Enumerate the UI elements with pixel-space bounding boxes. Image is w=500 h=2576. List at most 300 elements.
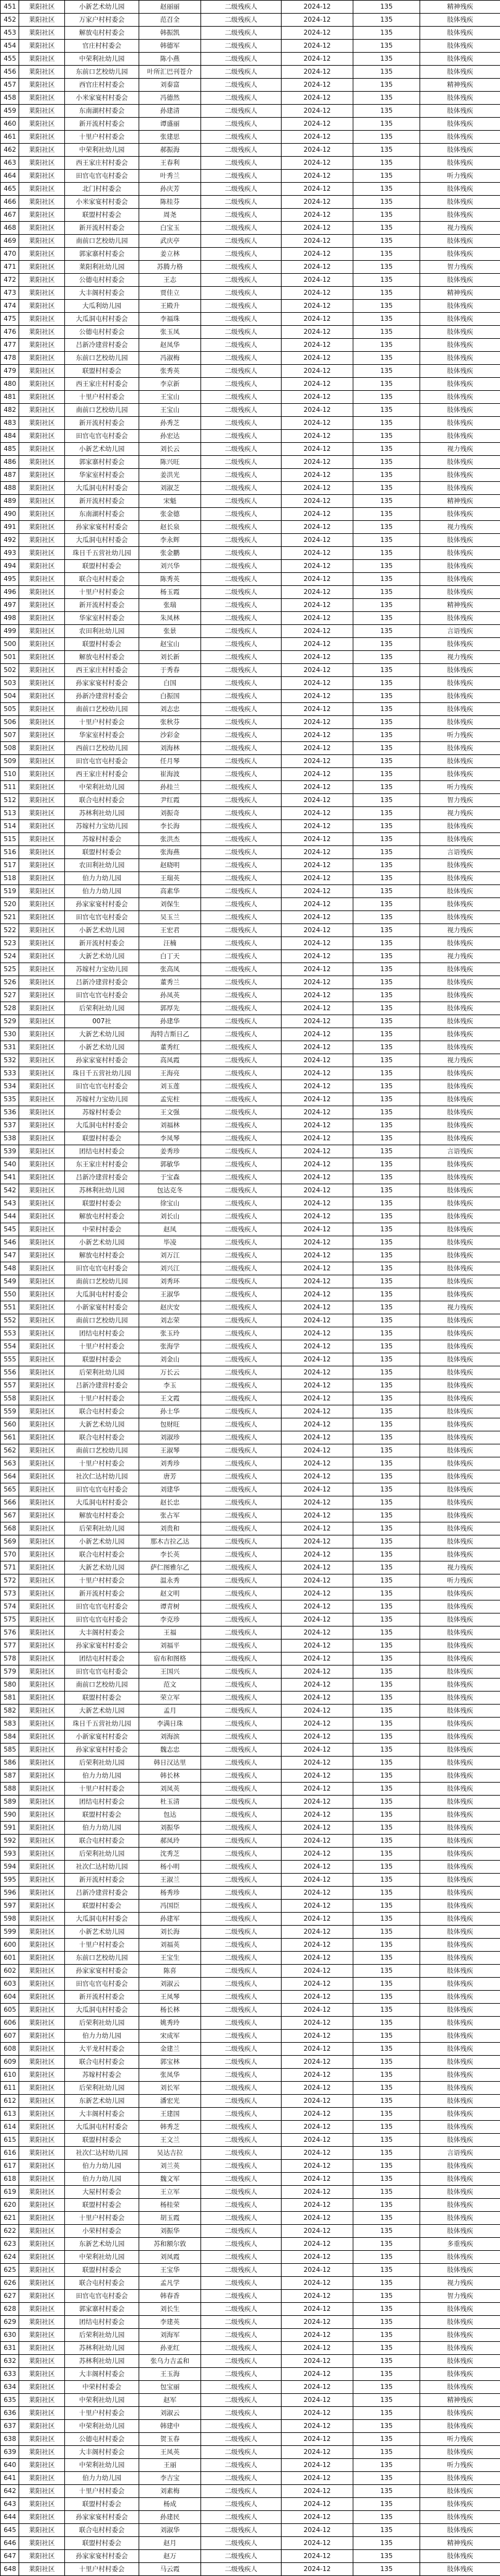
table-row [1, 586, 500, 599]
cell-disability-type: 肢体残疾 [420, 1626, 500, 1639]
table-row [1, 1535, 500, 1548]
cell-person-name: 刘长海 [139, 1926, 201, 1939]
cell-community: 莱阳社区 [19, 2069, 65, 2082]
cell-amount: 135 [353, 2121, 420, 2134]
cell-row-number: 528 [1, 1002, 19, 1015]
table-row [1, 404, 500, 417]
cell-person-name: 姜洪光 [139, 469, 201, 482]
cell-amount: 135 [353, 898, 420, 911]
cell-amount: 135 [353, 2355, 420, 2368]
cell-person-name: 陈小燕 [139, 53, 201, 66]
cell-disability-grade: 二级残疾人 [201, 1744, 282, 1757]
cell-amount: 135 [353, 443, 420, 456]
cell-amount: 135 [353, 1236, 420, 1249]
cell-person-name: 孙士华 [139, 1405, 201, 1418]
cell-person-name: 孟凡学 [139, 2277, 201, 2290]
cell-community: 莱阳社区 [19, 274, 65, 287]
cell-row-number: 472 [1, 274, 19, 287]
cell-amount: 135 [353, 430, 420, 443]
cell-village-committee: 小米家宴村村委会 [65, 196, 139, 209]
cell-village-committee: 大瓜洞屯村村委会 [65, 1496, 139, 1509]
cell-village-committee: 华家室村村委会 [65, 729, 139, 742]
cell-person-name: 王文兰 [139, 2134, 201, 2147]
cell-disability-type: 肢体残疾 [420, 1991, 500, 2004]
cell-village-committee: 南前口艺校幼儿园 [65, 703, 139, 716]
table-row [1, 1210, 500, 1223]
table-row [1, 521, 500, 534]
cell-community: 莱阳社区 [19, 1626, 65, 1639]
cell-village-committee: 中荣利社幼儿园 [65, 2420, 139, 2433]
cell-disability-type: 肢体残疾 [420, 2550, 500, 2563]
cell-disability-type: 肢体残疾 [420, 859, 500, 872]
cell-person-name: 张凤华 [139, 2069, 201, 2082]
cell-period: 2024-12 [282, 2082, 353, 2095]
cell-disability-type: 听力残疾 [420, 729, 500, 742]
cell-disability-type: 肢体残疾 [420, 1288, 500, 1301]
table-row [1, 2368, 500, 2381]
cell-community: 莱阳社区 [19, 2199, 65, 2212]
cell-disability-grade: 二级残疾人 [201, 1900, 282, 1913]
table-row [1, 2147, 500, 2160]
cell-person-name: 王宝生 [139, 1952, 201, 1965]
cell-community: 莱阳社区 [19, 1015, 65, 1028]
cell-person-name: 刘秀珍 [139, 1457, 201, 1470]
cell-row-number: 573 [1, 1587, 19, 1600]
cell-period: 2024-12 [282, 352, 353, 365]
cell-row-number: 594 [1, 1861, 19, 1874]
cell-disability-grade: 二级残疾人 [201, 872, 282, 885]
cell-person-name: 包宝丽 [139, 2381, 201, 2394]
cell-village-committee: 珠日千五营社幼儿园 [65, 1067, 139, 1080]
cell-disability-type: 肢体残疾 [420, 898, 500, 911]
cell-person-name: 于秀春 [139, 664, 201, 677]
cell-disability-grade: 二级残疾人 [201, 794, 282, 807]
cell-amount: 135 [353, 1, 420, 14]
cell-person-name: 范召全 [139, 14, 201, 27]
cell-disability-type: 肢体残疾 [420, 1757, 500, 1770]
table-row [1, 287, 500, 300]
table-row [1, 1223, 500, 1236]
cell-row-number: 610 [1, 2069, 19, 2082]
cell-amount: 135 [353, 768, 420, 781]
cell-community: 莱阳社区 [19, 534, 65, 547]
cell-row-number: 611 [1, 2082, 19, 2095]
cell-community: 莱阳社区 [19, 1002, 65, 1015]
cell-village-committee: 苏嫁村力宝幼儿园 [65, 1093, 139, 1106]
table-row [1, 1353, 500, 1366]
cell-amount: 135 [353, 1692, 420, 1705]
cell-disability-type: 肢体残疾 [420, 1080, 500, 1093]
table-row [1, 690, 500, 703]
cell-community: 莱阳社区 [19, 1470, 65, 1483]
cell-row-number: 580 [1, 1679, 19, 1692]
cell-disability-grade: 二级残疾人 [201, 2134, 282, 2147]
cell-disability-grade: 二级残疾人 [201, 1, 282, 14]
cell-person-name: 孙建民 [139, 2511, 201, 2524]
cell-village-committee: 007社 [65, 1015, 139, 1028]
table-row [1, 976, 500, 989]
cell-person-name: 周尧 [139, 209, 201, 222]
cell-disability-type: 肢体残疾 [420, 547, 500, 560]
cell-disability-type: 肢体残疾 [420, 274, 500, 287]
cell-person-name: 叶秀兰 [139, 170, 201, 183]
cell-person-name: 包达 [139, 1809, 201, 1822]
cell-disability-grade: 二级残疾人 [201, 1275, 282, 1288]
cell-community: 莱阳社区 [19, 1822, 65, 1835]
cell-village-committee: 中荣利社幼儿园 [65, 781, 139, 794]
cell-community: 莱阳社区 [19, 79, 65, 92]
cell-village-committee: 大丰阁村村委会 [65, 287, 139, 300]
cell-row-number: 460 [1, 118, 19, 131]
cell-period: 2024-12 [282, 1483, 353, 1496]
cell-community: 莱阳社区 [19, 313, 65, 326]
cell-row-number: 481 [1, 391, 19, 404]
cell-amount: 135 [353, 2316, 420, 2329]
table-row [1, 1236, 500, 1249]
cell-row-number: 576 [1, 1626, 19, 1639]
cell-village-committee: 十里户村村委会 [65, 1574, 139, 1587]
cell-disability-type: 肢体残疾 [420, 1639, 500, 1653]
cell-amount: 135 [353, 2342, 420, 2355]
cell-community: 莱阳社区 [19, 1679, 65, 1692]
cell-row-number: 488 [1, 482, 19, 495]
cell-person-name: 万长云 [139, 1366, 201, 1379]
cell-community: 莱阳社区 [19, 1249, 65, 1262]
cell-period: 2024-12 [282, 1353, 353, 1366]
cell-period: 2024-12 [282, 1574, 353, 1587]
cell-community: 莱阳社区 [19, 1327, 65, 1340]
cell-disability-type: 肢体残疾 [420, 1939, 500, 1952]
table-row [1, 651, 500, 664]
cell-village-committee: 公德屯村村委会 [65, 326, 139, 339]
cell-disability-grade: 二级残疾人 [201, 1939, 282, 1952]
cell-community: 莱阳社区 [19, 2186, 65, 2199]
cell-amount: 135 [353, 2251, 420, 2264]
cell-period: 2024-12 [282, 651, 353, 664]
table-row [1, 963, 500, 976]
cell-amount: 135 [353, 690, 420, 703]
cell-community: 莱阳社区 [19, 729, 65, 742]
cell-disability-type: 言语残疾 [420, 846, 500, 859]
cell-disability-type: 肢体残疾 [420, 1262, 500, 1275]
cell-period: 2024-12 [282, 196, 353, 209]
cell-village-committee: 孙家家宴村村委会 [65, 898, 139, 911]
cell-disability-type: 肢体残疾 [420, 716, 500, 729]
cell-community: 莱阳社区 [19, 2459, 65, 2472]
cell-disability-type: 肢体残疾 [420, 989, 500, 1002]
cell-disability-grade: 二级残疾人 [201, 378, 282, 391]
table-row [1, 1457, 500, 1470]
cell-disability-grade: 二级残疾人 [201, 924, 282, 937]
table-row [1, 2498, 500, 2511]
cell-period: 2024-12 [282, 560, 353, 573]
cell-person-name: 崔海波 [139, 768, 201, 781]
cell-row-number: 471 [1, 261, 19, 274]
cell-disability-grade: 二级残疾人 [201, 261, 282, 274]
cell-period: 2024-12 [282, 170, 353, 183]
cell-village-committee: 孙家家宴村村委会 [65, 677, 139, 690]
cell-row-number: 551 [1, 1301, 19, 1314]
table-row [1, 1705, 500, 1718]
cell-disability-grade: 二级残疾人 [201, 573, 282, 586]
cell-village-committee: 新开流村村委会 [65, 222, 139, 235]
cell-row-number: 463 [1, 157, 19, 170]
cell-community: 莱阳社区 [19, 2251, 65, 2264]
cell-community: 莱阳社区 [19, 2394, 65, 2407]
cell-person-name: 刘海军 [139, 2329, 201, 2342]
cell-disability-type: 肢体残疾 [420, 1041, 500, 1054]
cell-disability-grade: 二级残疾人 [201, 1353, 282, 1366]
cell-row-number: 476 [1, 326, 19, 339]
cell-community: 莱阳社区 [19, 1731, 65, 1744]
cell-person-name: 韩日汉达里 [139, 1757, 201, 1770]
cell-community: 莱阳社区 [19, 2537, 65, 2550]
cell-person-name: 李克珍 [139, 1613, 201, 1626]
cell-period: 2024-12 [282, 2420, 353, 2433]
cell-disability-type: 肢体残疾 [420, 833, 500, 846]
cell-village-committee: 苏嫁村村委会 [65, 833, 139, 846]
cell-period: 2024-12 [282, 1041, 353, 1054]
cell-community: 莱阳社区 [19, 456, 65, 469]
cell-village-committee: 小新家宴村村委会 [65, 1731, 139, 1744]
cell-community: 莱阳社区 [19, 2134, 65, 2147]
cell-village-committee: 大丰阁村村委会 [65, 2368, 139, 2381]
cell-community: 莱阳社区 [19, 365, 65, 378]
cell-village-committee: 中荣村村委会 [65, 1223, 139, 1236]
cell-village-committee: 西王家庄村村委会 [65, 378, 139, 391]
cell-amount: 135 [353, 1002, 420, 1015]
cell-person-name: 王宝山 [139, 404, 201, 417]
cell-village-committee: 东前口艺校幼儿园 [65, 66, 139, 79]
cell-period: 2024-12 [282, 768, 353, 781]
cell-village-committee: 伯力力幼儿园 [65, 2160, 139, 2173]
cell-community: 莱阳社区 [19, 703, 65, 716]
cell-amount: 135 [353, 1249, 420, 1262]
cell-period: 2024-12 [282, 144, 353, 157]
cell-person-name: 王宝华 [139, 2264, 201, 2277]
cell-person-name: 刘玉莲 [139, 1080, 201, 1093]
cell-village-committee: 社次仁达村幼儿园 [65, 1861, 139, 1874]
cell-amount: 135 [353, 1770, 420, 1783]
cell-community: 莱阳社区 [19, 677, 65, 690]
cell-community: 莱阳社区 [19, 2121, 65, 2134]
cell-person-name: 叶所汇巴刊苍介 [139, 66, 201, 79]
cell-disability-grade: 二级残疾人 [201, 1158, 282, 1171]
cell-person-name: 韩长林 [139, 1770, 201, 1783]
cell-period: 2024-12 [282, 820, 353, 833]
cell-period: 2024-12 [282, 235, 353, 248]
cell-row-number: 473 [1, 287, 19, 300]
cell-disability-grade: 二级残疾人 [201, 521, 282, 534]
cell-disability-type: 肢体残疾 [420, 872, 500, 885]
cell-village-committee: 伯力力幼儿园 [65, 1770, 139, 1783]
cell-village-committee: 十里户村村委会 [65, 131, 139, 144]
cell-disability-type: 肢体残疾 [420, 313, 500, 326]
cell-person-name: 李长海 [139, 820, 201, 833]
cell-person-name: 刘万江 [139, 1249, 201, 1262]
cell-person-name: 杨玉霞 [139, 586, 201, 599]
cell-amount: 135 [353, 1158, 420, 1171]
cell-disability-type: 肢体残疾 [420, 2316, 500, 2329]
cell-disability-type: 视力残疾 [420, 651, 500, 664]
cell-person-name: 韩春香 [139, 2290, 201, 2303]
cell-amount: 135 [353, 1991, 420, 2004]
cell-row-number: 544 [1, 1210, 19, 1223]
cell-community: 莱阳社区 [19, 612, 65, 625]
table-row [1, 183, 500, 196]
cell-amount: 135 [353, 2394, 420, 2407]
cell-community: 莱阳社区 [19, 2004, 65, 2017]
cell-person-name: 宋成军 [139, 2030, 201, 2043]
cell-amount: 135 [353, 1535, 420, 1548]
cell-disability-type: 肢体残疾 [420, 2004, 500, 2017]
cell-disability-type: 视力残疾 [420, 2277, 500, 2290]
cell-row-number: 514 [1, 820, 19, 833]
table-row [1, 534, 500, 547]
cell-village-committee: 小新艺术幼儿园 [65, 443, 139, 456]
cell-community: 莱阳社区 [19, 495, 65, 508]
cell-row-number: 604 [1, 1991, 19, 2004]
cell-amount: 135 [353, 14, 420, 27]
cell-amount: 135 [353, 2173, 420, 2186]
cell-person-name: 李长英 [139, 1548, 201, 1561]
cell-disability-grade: 二级残疾人 [201, 2537, 282, 2550]
cell-person-name: 张海燕 [139, 846, 201, 859]
cell-community: 莱阳社区 [19, 2082, 65, 2095]
cell-row-number: 525 [1, 963, 19, 976]
cell-amount: 135 [353, 1783, 420, 1796]
cell-period: 2024-12 [282, 1978, 353, 1991]
cell-village-committee: 南前口艺校幼儿园 [65, 1444, 139, 1457]
cell-person-name: 赵凤 [139, 1223, 201, 1236]
cell-disability-grade: 二级残疾人 [201, 1705, 282, 1718]
cell-disability-grade: 二级残疾人 [201, 79, 282, 92]
cell-amount: 135 [353, 1731, 420, 1744]
cell-person-name: 刘兴华 [139, 560, 201, 573]
cell-period: 2024-12 [282, 924, 353, 937]
cell-disability-grade: 二级残疾人 [201, 2459, 282, 2472]
cell-disability-grade: 二级残疾人 [201, 1041, 282, 1054]
cell-amount: 135 [353, 2446, 420, 2459]
cell-disability-type: 视力残疾 [420, 950, 500, 963]
cell-disability-grade: 二级残疾人 [201, 430, 282, 443]
cell-disability-grade: 二级残疾人 [201, 1431, 282, 1444]
table-row [1, 1874, 500, 1887]
cell-person-name: 徐宝山 [139, 1197, 201, 1210]
cell-amount: 135 [353, 1119, 420, 1132]
cell-period: 2024-12 [282, 2251, 353, 2264]
cell-person-name: 赵万 [139, 2550, 201, 2563]
table-row [1, 1600, 500, 1613]
cell-village-committee: 大新艺术幼儿园 [65, 950, 139, 963]
cell-person-name: 王海亮 [139, 1067, 201, 1080]
cell-community: 莱阳社区 [19, 833, 65, 846]
cell-community: 莱阳社区 [19, 1653, 65, 1666]
cell-village-committee: 团结屯村村委会 [65, 2316, 139, 2329]
cell-row-number: 554 [1, 1340, 19, 1353]
cell-row-number: 638 [1, 2433, 19, 2446]
cell-row-number: 642 [1, 2485, 19, 2498]
cell-person-name: 沙彩金 [139, 729, 201, 742]
table-row [1, 209, 500, 222]
cell-row-number: 631 [1, 2342, 19, 2355]
cell-disability-type: 肢体残疾 [420, 2043, 500, 2056]
cell-period: 2024-12 [282, 2524, 353, 2537]
table-row [1, 703, 500, 716]
cell-disability-grade: 二级残疾人 [201, 2147, 282, 2160]
table-row [1, 1679, 500, 1692]
cell-disability-type: 肢体残疾 [420, 1249, 500, 1262]
cell-person-name: 刘福林 [139, 1119, 201, 1132]
cell-amount: 135 [353, 716, 420, 729]
cell-disability-grade: 二级残疾人 [201, 1236, 282, 1249]
cell-row-number: 618 [1, 2173, 19, 2186]
cell-community: 莱阳社区 [19, 2277, 65, 2290]
cell-person-name: 刘振华 [139, 2225, 201, 2238]
table-row [1, 1002, 500, 1015]
cell-period: 2024-12 [282, 2004, 353, 2017]
cell-person-name: 刘素梅 [139, 2485, 201, 2498]
cell-disability-type: 肢体残疾 [420, 1809, 500, 1822]
table-row [1, 1913, 500, 1926]
cell-row-number: 646 [1, 2537, 19, 2550]
cell-community: 莱阳社区 [19, 1965, 65, 1978]
cell-person-name: 宿布和图格 [139, 1653, 201, 1666]
table-row [1, 1314, 500, 1327]
cell-period: 2024-12 [282, 326, 353, 339]
cell-village-committee: 吕新冷建营村委会 [65, 1379, 139, 1392]
cell-disability-grade: 二级残疾人 [201, 1822, 282, 1835]
table-row [1, 664, 500, 677]
cell-row-number: 466 [1, 196, 19, 209]
cell-community: 莱阳社区 [19, 1770, 65, 1783]
cell-disability-grade: 二级残疾人 [201, 2316, 282, 2329]
table-row [1, 2212, 500, 2225]
cell-disability-grade: 二级残疾人 [201, 1653, 282, 1666]
cell-amount: 135 [353, 1509, 420, 1522]
cell-disability-type: 肢体残疾 [420, 573, 500, 586]
cell-amount: 135 [353, 118, 420, 131]
cell-amount: 135 [353, 1574, 420, 1587]
cell-community: 莱阳社区 [19, 14, 65, 27]
cell-person-name: 王春利 [139, 157, 201, 170]
cell-disability-type: 肢体残疾 [420, 1015, 500, 1028]
cell-amount: 135 [353, 534, 420, 547]
table-row [1, 378, 500, 391]
cell-disability-type: 肢体残疾 [420, 742, 500, 755]
cell-village-committee: 小新艺术幼儿园 [65, 924, 139, 937]
table-row [1, 599, 500, 612]
cell-disability-grade: 二级残疾人 [201, 248, 282, 261]
cell-amount: 135 [353, 2459, 420, 2472]
cell-disability-type: 肢体残疾 [420, 1418, 500, 1431]
cell-disability-type: 精神残疾 [420, 1, 500, 14]
table-row [1, 1496, 500, 1509]
cell-period: 2024-12 [282, 2225, 353, 2238]
cell-community: 莱阳社区 [19, 183, 65, 196]
cell-row-number: 568 [1, 1522, 19, 1535]
cell-person-name: 刘金山 [139, 1353, 201, 1366]
cell-period: 2024-12 [282, 1522, 353, 1535]
cell-row-number: 512 [1, 794, 19, 807]
cell-village-committee: 小米家宴村村委会 [65, 92, 139, 105]
cell-row-number: 451 [1, 1, 19, 14]
cell-disability-type: 肢体残疾 [420, 157, 500, 170]
cell-disability-type: 肢体残疾 [420, 2264, 500, 2277]
cell-village-committee: 大瓜洞屯村村委会 [65, 2121, 139, 2134]
cell-disability-type: 肢体残疾 [420, 1158, 500, 1171]
cell-community: 莱阳社区 [19, 1783, 65, 1796]
